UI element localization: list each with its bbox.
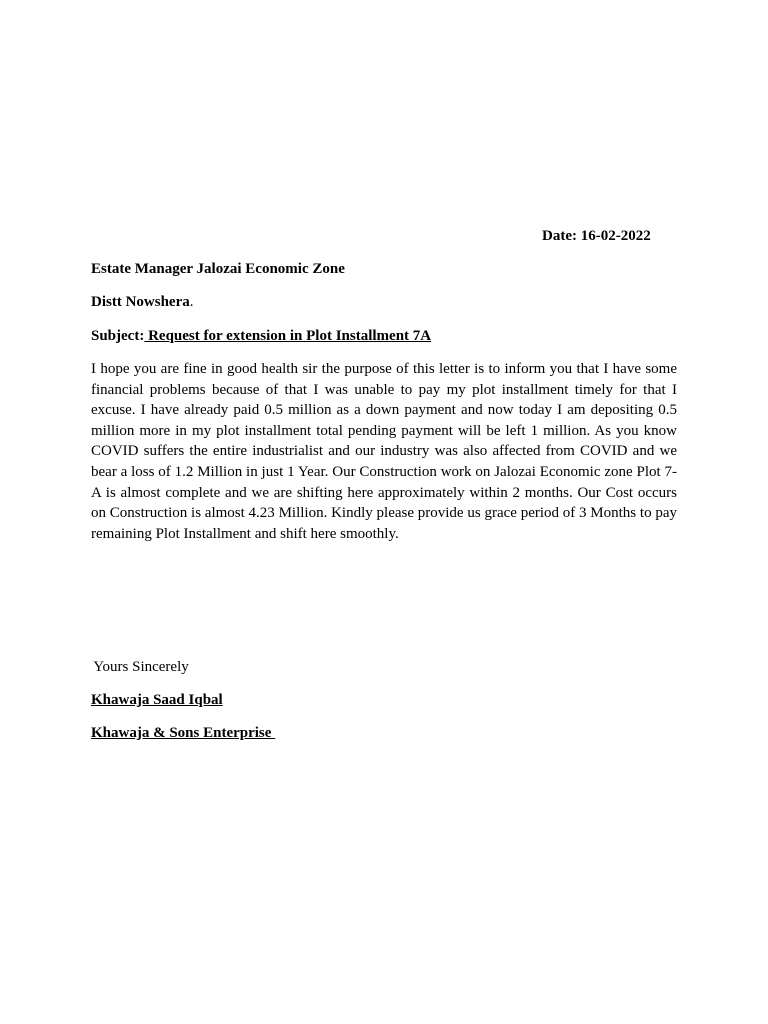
date-value: 16-02-2022 — [580, 228, 651, 244]
letter-date — [542, 226, 651, 246]
signatory-name: Khawaja Saad Iqbal — [91, 692, 223, 708]
subject-line — [91, 326, 431, 346]
recipient-line-2 — [91, 292, 194, 312]
closing: Yours Sincerely — [90, 659, 189, 675]
signatory-company: Khawaja & Sons Enterprise — [91, 725, 276, 741]
subject-label: Subject: — [91, 328, 145, 344]
recipient-line-1: Estate Manager Jalozai Economic Zone — [91, 261, 345, 277]
date-label: Date: — [542, 228, 577, 244]
subject-text: Request for extension in Plot Installment 7A — [144, 328, 432, 344]
recipient-district: Distt Nowshera — [91, 294, 190, 310]
recipient-district-period: . — [189, 294, 194, 310]
letter-body: I hope you are fine in good health sir the purpose of this letter is to inform you that I have some financial problems because of that I was unable to pay my plot installment timely for that I excuse. I have already paid 0.5 million as a down payment and now today I am depositing 0.5 million more in my plot installment total pending payment will be left 1 million. As you know COVID suffers the entire industrialist and our industry was also affected from COVID and we bear a loss of 1.2 Million in just 1 Year. Our Construction work on Jalozai Economic zone Plot 7-A is almost complete and we are shifting here approximately within 2 months. Our Cost occurs on Construction is almost 4.23 Million. Kindly please provide us grace period of 3 Months to pay remaining Plot Installment and shift here smoothly. — [91, 361, 677, 542]
